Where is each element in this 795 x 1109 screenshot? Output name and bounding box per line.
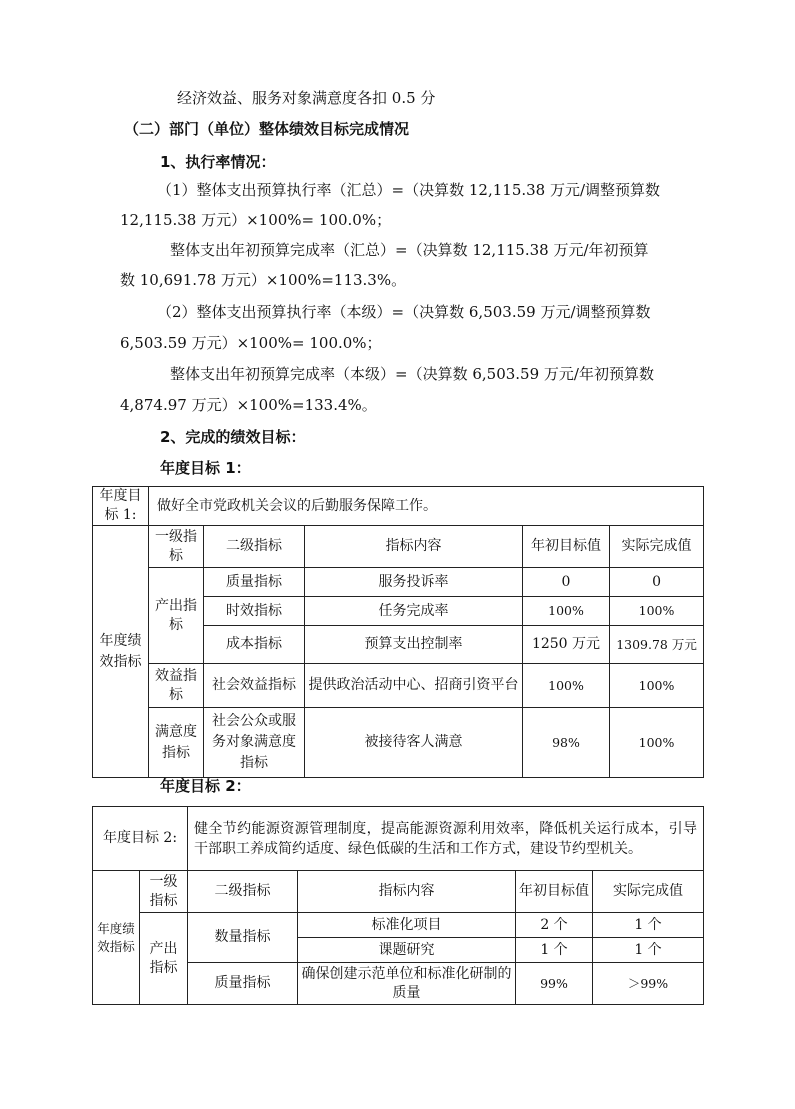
row-target: 100% bbox=[523, 664, 610, 708]
header-level2: 二级指标 bbox=[188, 871, 298, 913]
row-actual: 1 个 bbox=[593, 938, 704, 963]
goal-2-label: 年度目标 2: bbox=[93, 807, 188, 871]
row-actual: 1 个 bbox=[593, 913, 704, 938]
header-actual: 实际完成值 bbox=[593, 871, 704, 913]
annual-indicator-label: 年度绩效指标 bbox=[93, 526, 149, 778]
row-content: 标准化项目 bbox=[298, 913, 516, 938]
para-4-line-1: 整体支出年初预算完成率（本级）=（决算数 6,503.59 万元/年初预算数 bbox=[170, 365, 654, 383]
para-2-line-2: 数 10,691.78 万元）×100%=113.3%。 bbox=[120, 271, 407, 289]
row-target: 1 个 bbox=[516, 938, 593, 963]
para-3-line-1: （2）整体支出预算执行率（本级）=（决算数 6,503.59 万元/调整预算数 bbox=[157, 303, 651, 321]
header-actual: 实际完成值 bbox=[610, 526, 704, 568]
goal-1-table bbox=[92, 486, 704, 778]
row-second: 质量指标 bbox=[204, 568, 305, 597]
header-target: 年初目标值 bbox=[523, 526, 610, 568]
goal-1-text: 做好全市党政机关会议的后勤服务保障工作。 bbox=[149, 487, 704, 526]
row-actual: 0 bbox=[610, 568, 704, 597]
row-target: 1250 万元 bbox=[523, 626, 610, 664]
para-4-line-2: 4,874.97 万元）×100%=133.4%。 bbox=[120, 396, 377, 414]
row-content: 任务完成率 bbox=[305, 597, 523, 626]
row-actual: 1309.78 万元 bbox=[610, 626, 704, 664]
para-1-line-2: 12,115.38 万元）×100%= 100.0%； bbox=[120, 211, 392, 229]
row-target: 98% bbox=[523, 708, 610, 778]
section-heading-2: （二）部门（单位）整体绩效目标完成情况 bbox=[124, 120, 410, 138]
row-second: 社会效益指标 bbox=[204, 664, 305, 708]
goal-1-label: 年度目标 1: bbox=[93, 487, 149, 526]
category-satisfaction: 满意度指标 bbox=[149, 708, 204, 778]
row-actual: ＞99% bbox=[593, 963, 704, 1005]
row-second: 时效指标 bbox=[204, 597, 305, 626]
row-second: 数量指标 bbox=[188, 913, 298, 963]
annual-indicator-label: 年度绩效指标 bbox=[93, 871, 140, 1005]
row-actual: 100% bbox=[610, 664, 704, 708]
row-second: 质量指标 bbox=[188, 963, 298, 1005]
row-content: 被接待客人满意 bbox=[305, 708, 523, 778]
goal-1-heading: 年度目标 1： bbox=[160, 459, 251, 477]
header-level2: 二级指标 bbox=[204, 526, 305, 568]
goal-2-text: 健全节约能源资源管理制度，提高能源资源利用效率，降低机关运行成本，引导干部职工养成简约适度、绿色低碳的生活和工作方式，建设节约型机关。 bbox=[188, 807, 704, 871]
category-output: 产出指标 bbox=[149, 568, 204, 664]
row-content: 预算支出控制率 bbox=[305, 626, 523, 664]
header-content: 指标内容 bbox=[298, 871, 516, 913]
row-target: 100% bbox=[523, 597, 610, 626]
execution-rate-heading: 1、执行率情况： bbox=[160, 153, 276, 171]
goal-2-heading: 年度目标 2： bbox=[160, 777, 251, 795]
performance-goals-heading: 2、完成的绩效目标： bbox=[160, 428, 306, 446]
goal-2-table bbox=[92, 806, 704, 1005]
category-output: 产出指标 bbox=[140, 913, 188, 1005]
row-actual: 100% bbox=[610, 708, 704, 778]
deduction-note: 经济效益、服务对象满意度各扣 0.5 分 bbox=[177, 89, 436, 107]
row-second: 成本指标 bbox=[204, 626, 305, 664]
category-benefit: 效益指标 bbox=[149, 664, 204, 708]
para-1-line-1: （1）整体支出预算执行率（汇总）=（决算数 12,115.38 万元/调整预算数 bbox=[157, 181, 661, 199]
row-content: 确保创建示范单位和标准化研制的质量 bbox=[298, 963, 516, 1005]
row-target: 99% bbox=[516, 963, 593, 1005]
header-content: 指标内容 bbox=[305, 526, 523, 568]
row-content: 服务投诉率 bbox=[305, 568, 523, 597]
row-content: 提供政治活动中心、招商引资平台 bbox=[305, 664, 523, 708]
header-target: 年初目标值 bbox=[516, 871, 593, 913]
row-content: 课题研究 bbox=[298, 938, 516, 963]
header-level1: 一级指标 bbox=[140, 871, 188, 913]
para-2-line-1: 整体支出年初预算完成率（汇总）=（决算数 12,115.38 万元/年初预算 bbox=[170, 241, 649, 259]
row-target: 2 个 bbox=[516, 913, 593, 938]
header-level1: 一级指标 bbox=[149, 526, 204, 568]
row-second: 社会公众或服务对象满意度指标 bbox=[204, 708, 305, 778]
row-actual: 100% bbox=[610, 597, 704, 626]
row-target: 0 bbox=[523, 568, 610, 597]
para-3-line-2: 6,503.59 万元）×100%= 100.0%； bbox=[120, 334, 382, 352]
